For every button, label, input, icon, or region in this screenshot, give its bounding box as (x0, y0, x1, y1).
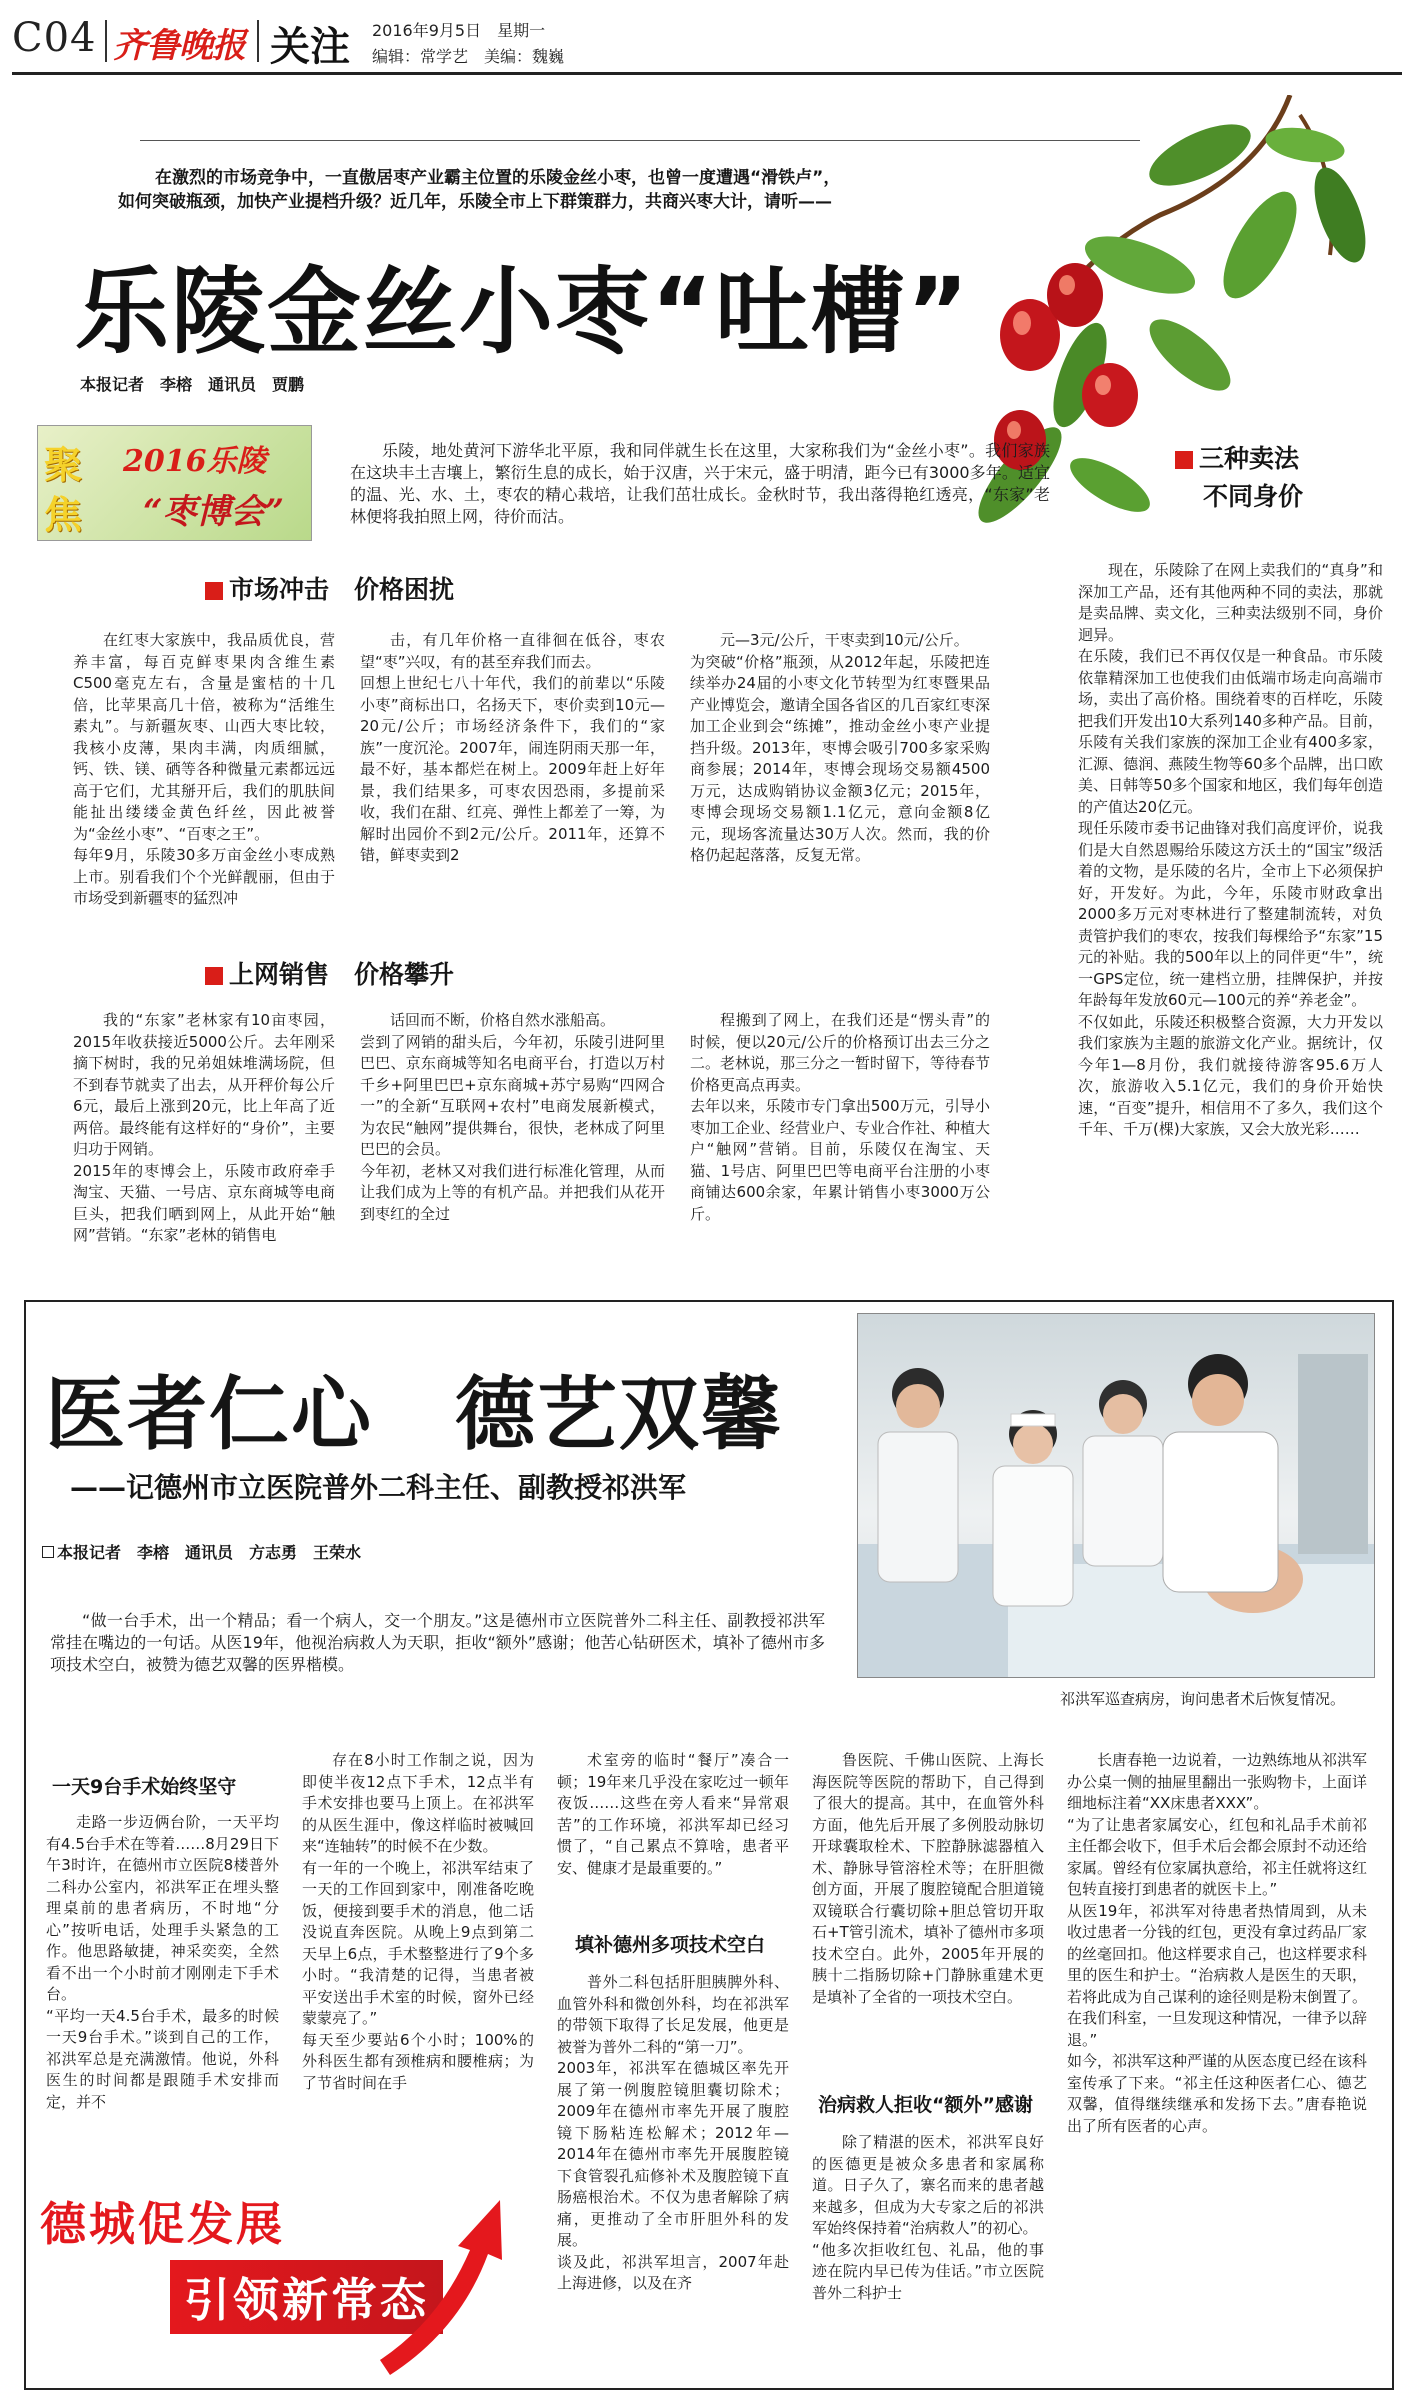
sub1-col1: 在红枣大家族中，我品质优良，营养丰富，每百克鲜枣果肉含维生素C500毫克左右，含量是蜜桔的十几倍，比苹果高几十倍，被称为“活维生素丸”。与新疆灰枣、山西大枣比较，我核小皮薄，果肉丰满，肉质细腻，钙、铁、镁、硒等各种微量元素都远远高于它们，尤其掰开后，我们的肌肤间能扯出缕缕金黄色纤丝，因此被誉为“金丝小枣”、“百枣之王”。 每年9月，乐陵30多万亩金丝小枣成熟上市。别看我们个个光鲜靓丽，但由于市场受到新疆枣的猛烈冲 (73, 631, 335, 907)
date-text: 2016年9月5日 (372, 21, 482, 40)
subhead-online (205, 955, 454, 991)
heading-refuse-gifts: 治病救人拒收“额外”感谢 (818, 2094, 1033, 2116)
article1-title: 乐陵金丝小枣“吐槽” (75, 258, 971, 367)
masthead-divider-2 (257, 20, 259, 62)
banner-line-2: 引领新常态 (170, 2260, 443, 2334)
paper-logo: 齐鲁晚报 (113, 26, 245, 66)
sub2-col1: 我的“东家”老林家有10亩枣园，2015年收获接近5000公斤。去年刚采摘下树时，我的兄弟姐妹堆满场院，但不到春节就卖了出去，从开秤价每公斤6元，最后上涨到20元，比上年高了近两倍。最终能有这样好的“身价”，主要归功于网销。 2015年的枣博会上，乐陵市政府牵手淘宝、天猫、一号店、京东商城等电商巨头，把我们晒到网上，从此开始“触网”营销。“东家”老林的销售电 (73, 1011, 335, 1244)
page-number: C04 (12, 15, 97, 61)
issue-date (372, 18, 545, 41)
subhead-online-text: 上网销售 价格攀升 (229, 960, 455, 989)
editor-text: 编辑：常学艺 (372, 47, 469, 66)
red-square-icon-3 (1175, 451, 1193, 469)
a2-col3b: 普外二科包括肝胆胰脾外科、血管外科和微创外科，均在祁洪军的带领下取得了长足发展，他更是被誉为普外二科的“第一刀”。 2003年，祁洪军在德城区率先开展了第一例腹腔镜胆囊切除术；2009年在德州市率先开展了腹腔镜下肠粘连松解术；2012年—2014年在德州市率先开展腹腔镜下食管裂孔疝修补术及腹腔镜下直肠癌根治术。不仅为患者解除了病痛，更推动了全市肝胆外科的发展。 谈及此，祁洪军坦言，2007年赴上海进修，以及在齐 (557, 1973, 789, 2292)
sub3-col: 现在，乐陵除了在网上卖我们的“真身”和深加工产品，还有其他两种不同的卖法，那就是卖品牌、卖文化，三种卖法级别不同，身价迥异。 在乐陵，我们已不再仅仅是一种食品。市乐陵依靠精深加工也使我们由低端市场走向高端市场，卖出了高价格。围绕着枣的百样吃，乐陵把我们开发出10大系列140多种产品。目前，乐陵有关我们家族的深加工企业有400多家，汇源、德润、燕陵生物等60多个品牌，出口欧美、日韩等50多个国家和地区，我们每年创造的产值达20亿元。 现任乐陵市委书记曲锋对我们高度评价，说我们是大自然恩赐给乐陵这方沃土的“国宝”级活着的文物，是乐陵的名片，全市上下必须保护好，开发好。为此，今年，乐陵市财政拿出2000多万元对枣林进行了整建制流转，对负责管护我们的枣农，按我们每棵给予“东家”15元的补贴。我的500年以上的同伴更“牛”，统一GPS定位，统一建档立册，挂牌保护，并按年龄每年发放60元—100元的养“养老金”。 不仅如此，乐陵还积极整合资源，大力开发以我们家族为主题的旅游文化产业。据统计，仅今年1—8月份，我们就接待游客95.6万人次，旅游收入5.1亿元，我们的身价开始快速，“百变”提升，相信用不了多久，我们这个千年、千万(棵)大家族，又会大放光彩…… (1078, 561, 1383, 1138)
intro-line-1: 在激烈的市场竞争中，一直傲居枣产业霸主位置的乐陵金丝小枣，也曾一度遭遇“滑铁卢”， (155, 168, 841, 188)
photo-caption: 祁洪军巡查病房，询问患者术后恢复情况。 (1060, 1690, 1346, 1708)
subhead-three-ways (1175, 440, 1303, 516)
red-square-icon (205, 582, 223, 600)
rising-arrow-icon (370, 2180, 530, 2380)
hospital-photo (857, 1313, 1375, 1678)
designer-text: 美编：魏巍 (484, 47, 565, 66)
fair-badge (37, 425, 312, 541)
badge-year: 2016乐陵 (123, 444, 267, 479)
a2-col3a: 术室旁的临时“餐厅”凑合一顿；19年来几乎没在家吃过一顿年夜饭……这些在旁人看来“异常艰苦”的工作环境，祁洪军却已经习惯了，“自己累点不算啥，患者平安、健康才是最重要的。” (557, 1751, 789, 1877)
heading-nine-surgeries: 一天9台手术始终坚守 (52, 1776, 237, 1798)
subhead-three-ways-b: 不同身价 (1203, 482, 1304, 511)
a2-col2: 存在8小时工作制之说，因为即使半夜12点下手术，12点半有手术安排也要马上顶上。在祁洪军的从医生涯中，像这样临时被喊回来“连轴转”的时候不在少数。 有一年的一个晚上，祁洪军结束了一天的工作回到家中，刚准备吃晚饭，便接到要手术的消息，他二话没说直奔医院。从晚上9点到第二天早上6点，手术整整进行了9个多小时。“我清楚的记得，当患者被平安送出手术室的时候，窗外已经蒙蒙亮了。” 每天至少要站6个小时；100%的外科医生都有颈椎病和腰椎病；为了节省时间在手 (302, 1751, 534, 2092)
article2-byline (42, 1540, 361, 1563)
a2-col1: 走路一步迈俩台阶，一天平均有4.5台手术在等着……8月29日下午3时许，在德州市立医院8楼普外二科办公室内，祁洪军正在埋头整理桌前的患者病历，不时地“分心”按听电话，处理手头紧急的工作。他思路敏捷，神采奕奕，全然看不出一个小时前才刚刚走下手术台。 “平均一天4.5台手术，最多的时候一天9台手术。”谈到自己的工作，祁洪军总是充满激情。他说，外科医生的时间都是跟随手术安排而定，并不 (46, 1813, 279, 2111)
badge-focus-2: 焦 (44, 493, 83, 537)
heading-tech-gaps: 填补德州多项技术空白 (575, 1934, 766, 1956)
article1-byline: 本报记者 李榕 通讯员 贾鹏 (80, 375, 305, 394)
badge-fair: “枣博会” (143, 492, 285, 532)
red-square-icon-2 (205, 967, 223, 985)
intro-line-2: 如何突破瓶颈，加快产业提档升级？近几年，乐陵全市上下群策群力，共商兴枣大计，请听—— (118, 192, 832, 212)
article2-lead: “做一台手术，出一个精品；看一个病人，交一个朋友。”这是德州市立医院普外二科主任、副教授祁洪军常挂在嘴边的一句话。从医19年，他视治病救人为天职，拒收“额外”感谢；他苦心钻研医术，填补了德州市多项技术空白，被赞为德艺双馨的医界楷模。 (50, 1611, 825, 1674)
doctor-illustration (858, 1314, 1375, 1678)
a2-col5: 长唐春艳一边说着，一边熟练地从祁洪军办公桌一侧的抽屉里翻出一张购物卡，上面详细地标注着“XX床患者XXX”。 “为了让患者家属安心，红包和礼品手术前祁主任都会收下，但手术后会都会原封不动还给家属。曾经有位家属执意给，祁主任就将这红包转直接打到患者的就医卡上。” 从医19年，祁洪军对待患者热情周到，从未收过患者一分钱的红包，更没有拿过药品厂家的丝毫回扣。他这样要求自己，也这样要求科里的医生和护士。“治病救人是医生的天职，若将此成为自己谋利的途径则是粉末倒置了。在我们科室，一旦发现这种情况，一律予以辞退。” 如今，祁洪军这种严谨的从医态度已经在该科室传承了下来。“祁主任这种医者仁心、德艺双馨，值得继续继承和发扬下去。”唐春艳说出了所有医者的心声。 (1067, 1751, 1368, 2135)
a2-col4a: 鲁医院、千佛山医院、上海长海医院等医院的帮助下，自己得到了很大的提高。其中，在血管外科方面，他先后开展了多例股动脉切开球囊取栓术、下腔静脉滤器植入术、静脉导管溶栓术等；在肝胆微创方面，开展了腹腔镜配合胆道镜双镜联合行囊切除+胆总管切开取石+T管引流术，填补了德州市多项技术空白。此外，2005年开展的胰十二指肠切除+门静脉重建术更是填补了全省的一项技术空白。 (812, 1751, 1044, 2006)
sub2-col3: 程搬到了网上，在我们还是“愣头青”的时候，便以20元/公斤的价格预订出去三分之二。老林说，那三分之一暂时留下，等待春节价格更高点再卖。 去年以来，乐陵市专门拿出500万元，引导小枣加工企业、经营业户、专业合作社、种植大户“触网”营销。目前，乐陵仅在淘宝、天猫、1号店、阿里巴巴等电商平台注册的小枣商铺达600余家，年累计销售小枣3000万公斤。 (690, 1011, 991, 1223)
subhead-market-text: 市场冲击 价格困扰 (229, 575, 455, 604)
sub1-col2: 击，有几年价格一直徘徊在低谷，枣农望“枣”兴叹，有的甚至弃我们而去。 回想上世纪七八十年代，我们的前辈以“乐陵小枣”商标出口，名扬天下，枣价卖到10元—20元/公斤；市场经济条件下，我们的“家族”一度沉沦。2007年，闹连阴雨天那一年，最不好，基本都烂在树上。2009年赶上好年景，我们结果多，可枣农因恐雨，多提前采收，我们在甜、红亮、弹性上都差了一筹，为解时出园价不到2元/公斤。2011年，还算不错，鲜枣卖到2 (360, 631, 665, 864)
article2-title: 医者仁心 德艺双馨 (45, 1367, 783, 1461)
byline-box-icon (42, 1546, 54, 1558)
masthead-divider (105, 20, 107, 62)
masthead-rule (12, 72, 1402, 75)
sub1-col3: 元—3元/公斤，干枣卖到10元/公斤。 为突破“价格”瓶颈，从2012年起，乐陵把连续举办24届的小枣文化节转型为红枣暨果品产业博览会，邀请全国各省区的几百家红枣深加工企业到会“练摊”，推动金丝小枣产业提挡升级。2013年，枣博会吸引700多家采购商参展；2014年，枣博会现场交易额4500万元，达成购销协议金额3亿元；2015年，枣博会现场交易额1.1亿元，意向金额8亿元，现场客流量达30万人次。然而，我的价格仍起起落落，反复无常。 (690, 631, 991, 864)
article1-lead: 乐陵，地处黄河下游华北平原，我和同伴就生长在这里，大家称我们为“金丝小枣”。我们家族在这块丰土吉壤上，繁衍生息的成长，始于汉唐，兴于宋元，盛于明清，距今已有3000多年。适宜的温、光、水、土，枣农的精心栽培，让我们茁壮成长。金秋时节，我出落得艳红透亮，“东家”老林便将我拍照上网，待价而沽。 (350, 441, 1050, 526)
badge-focus-1: 聚 (44, 443, 83, 487)
subhead-three-ways-a: 三种卖法 (1199, 444, 1300, 473)
promo-banner (40, 2180, 530, 2380)
section-name: 关注 (270, 24, 350, 70)
banner-line-1: 德城促发展 (40, 2197, 285, 2251)
article2-subtitle: ——记德州市立医院普外二科主任、副教授祁洪军 (70, 1471, 687, 1504)
subhead-market (205, 570, 454, 606)
article2-byline-text: 本报记者 李榕 通讯员 方志勇 王荣水 (57, 1543, 362, 1562)
a2-col4b: 除了精湛的医术，祁洪军良好的医德更是被众多患者和家属称道。日子久了，寨名而来的患者越来越多，但成为大专家之后的祁洪军始终保持着“治病救人”的初心。 “他多次拒收红包、礼品，他的事迹在院内早已传为佳话。”市立医院普外二科护士 (812, 2133, 1044, 2302)
sub2-col2: 话回而不断，价格自然水涨船高。 尝到了网销的甜头后，今年初，乐陵引进阿里巴巴、京东商城等知名电商平台，打造以万村千乡+阿里巴巴+京东商城+苏宁易购“四网合一”的全新“互联网+农村”电商发展新模式，为农民“触网”提供舞台，很快，老林成了阿里巴巴的会员。 今年初，老林又对我们进行标准化管理，从而让我们成为上等的有机产品。并把我们从花开到枣红的全过 (360, 1011, 665, 1223)
weekday-text: 星期一 (497, 21, 546, 40)
editor-credit (372, 44, 564, 67)
